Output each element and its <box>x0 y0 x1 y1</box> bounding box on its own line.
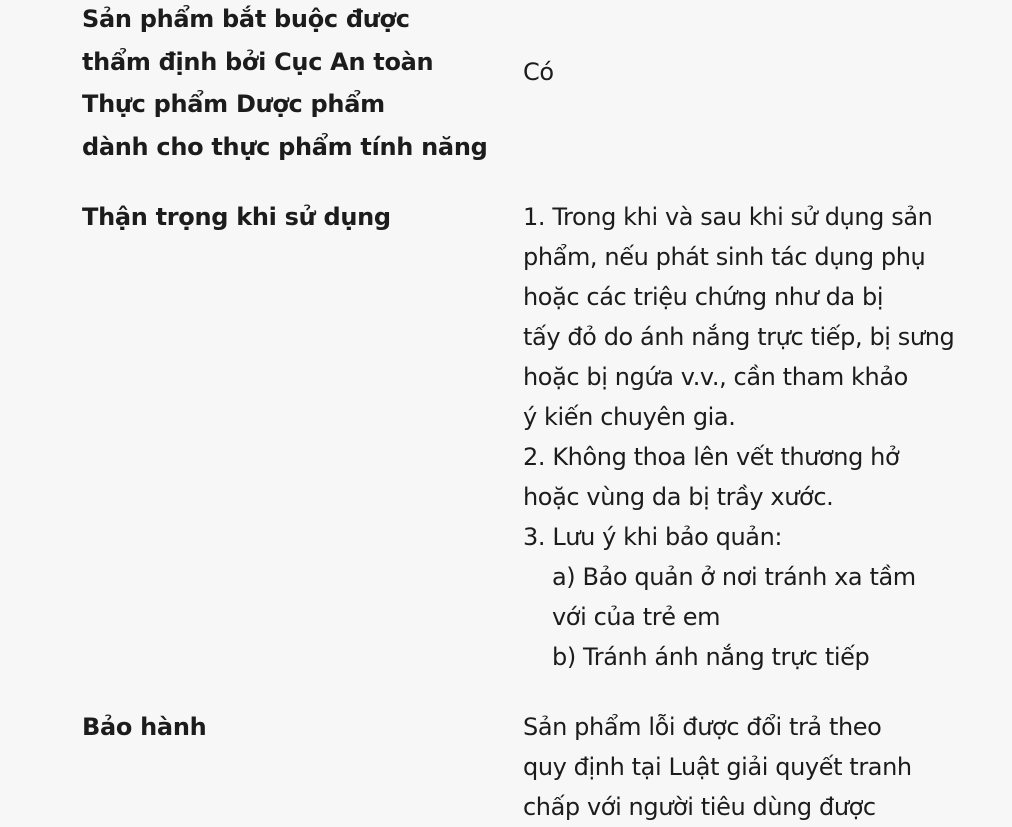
warranty-line: chấp với người tiêu dùng được <box>523 793 876 821</box>
precaution-line: ý kiến chuyên gia. <box>523 403 736 431</box>
row-label-line: thẩm định bởi Cục An toàn <box>82 47 434 76</box>
warranty-line: quy định tại Luật giải quyết tranh <box>523 753 912 781</box>
precaution-line: 1. Trong khi và sau khi sử dụng sản <box>523 203 933 231</box>
precaution-subitem: a) Bảo quản ở nơi tránh xa tầm <box>552 563 916 591</box>
row-label-line: Thực phẩm Dược phẩm <box>82 90 385 118</box>
precaution-subitem: với của trẻ em <box>552 603 721 631</box>
row-label-line: dành cho thực phẩm tính năng <box>82 132 488 161</box>
row-value-warranty <box>523 707 912 827</box>
precaution-line: tấy đỏ do ánh nắng trực tiếp, bị sưng <box>523 323 955 351</box>
precaution-line: phẩm, nếu phát sinh tác dụng phụ <box>523 243 926 271</box>
precaution-line: hoặc các triệu chứng như da bị <box>523 283 884 311</box>
row-value-line: Có <box>523 58 554 86</box>
row-label-line: Thận trọng khi sử dụng <box>82 203 391 231</box>
row-value-precautions <box>523 197 954 677</box>
row-label-approval <box>82 0 487 168</box>
precaution-line: 3. Lưu ý khi bảo quản: <box>523 523 783 551</box>
row-label-precautions <box>82 196 391 239</box>
row-value-approval <box>523 52 554 92</box>
precaution-line: hoặc bị ngứa v.v., cần tham khảo <box>523 363 908 391</box>
row-label-line: Bảo hành <box>82 713 207 741</box>
precaution-line: 2. Không thoa lên vết thương hở <box>523 443 900 471</box>
row-label-line: Sản phẩm bắt buộc được <box>82 5 410 33</box>
precaution-line: hoặc vùng da bị trầy xước. <box>523 483 834 511</box>
row-label-warranty <box>82 706 206 749</box>
precaution-subitem: b) Tránh ánh nắng trực tiếp <box>552 643 870 671</box>
warranty-line: Sản phẩm lỗi được đổi trả theo <box>523 713 882 741</box>
